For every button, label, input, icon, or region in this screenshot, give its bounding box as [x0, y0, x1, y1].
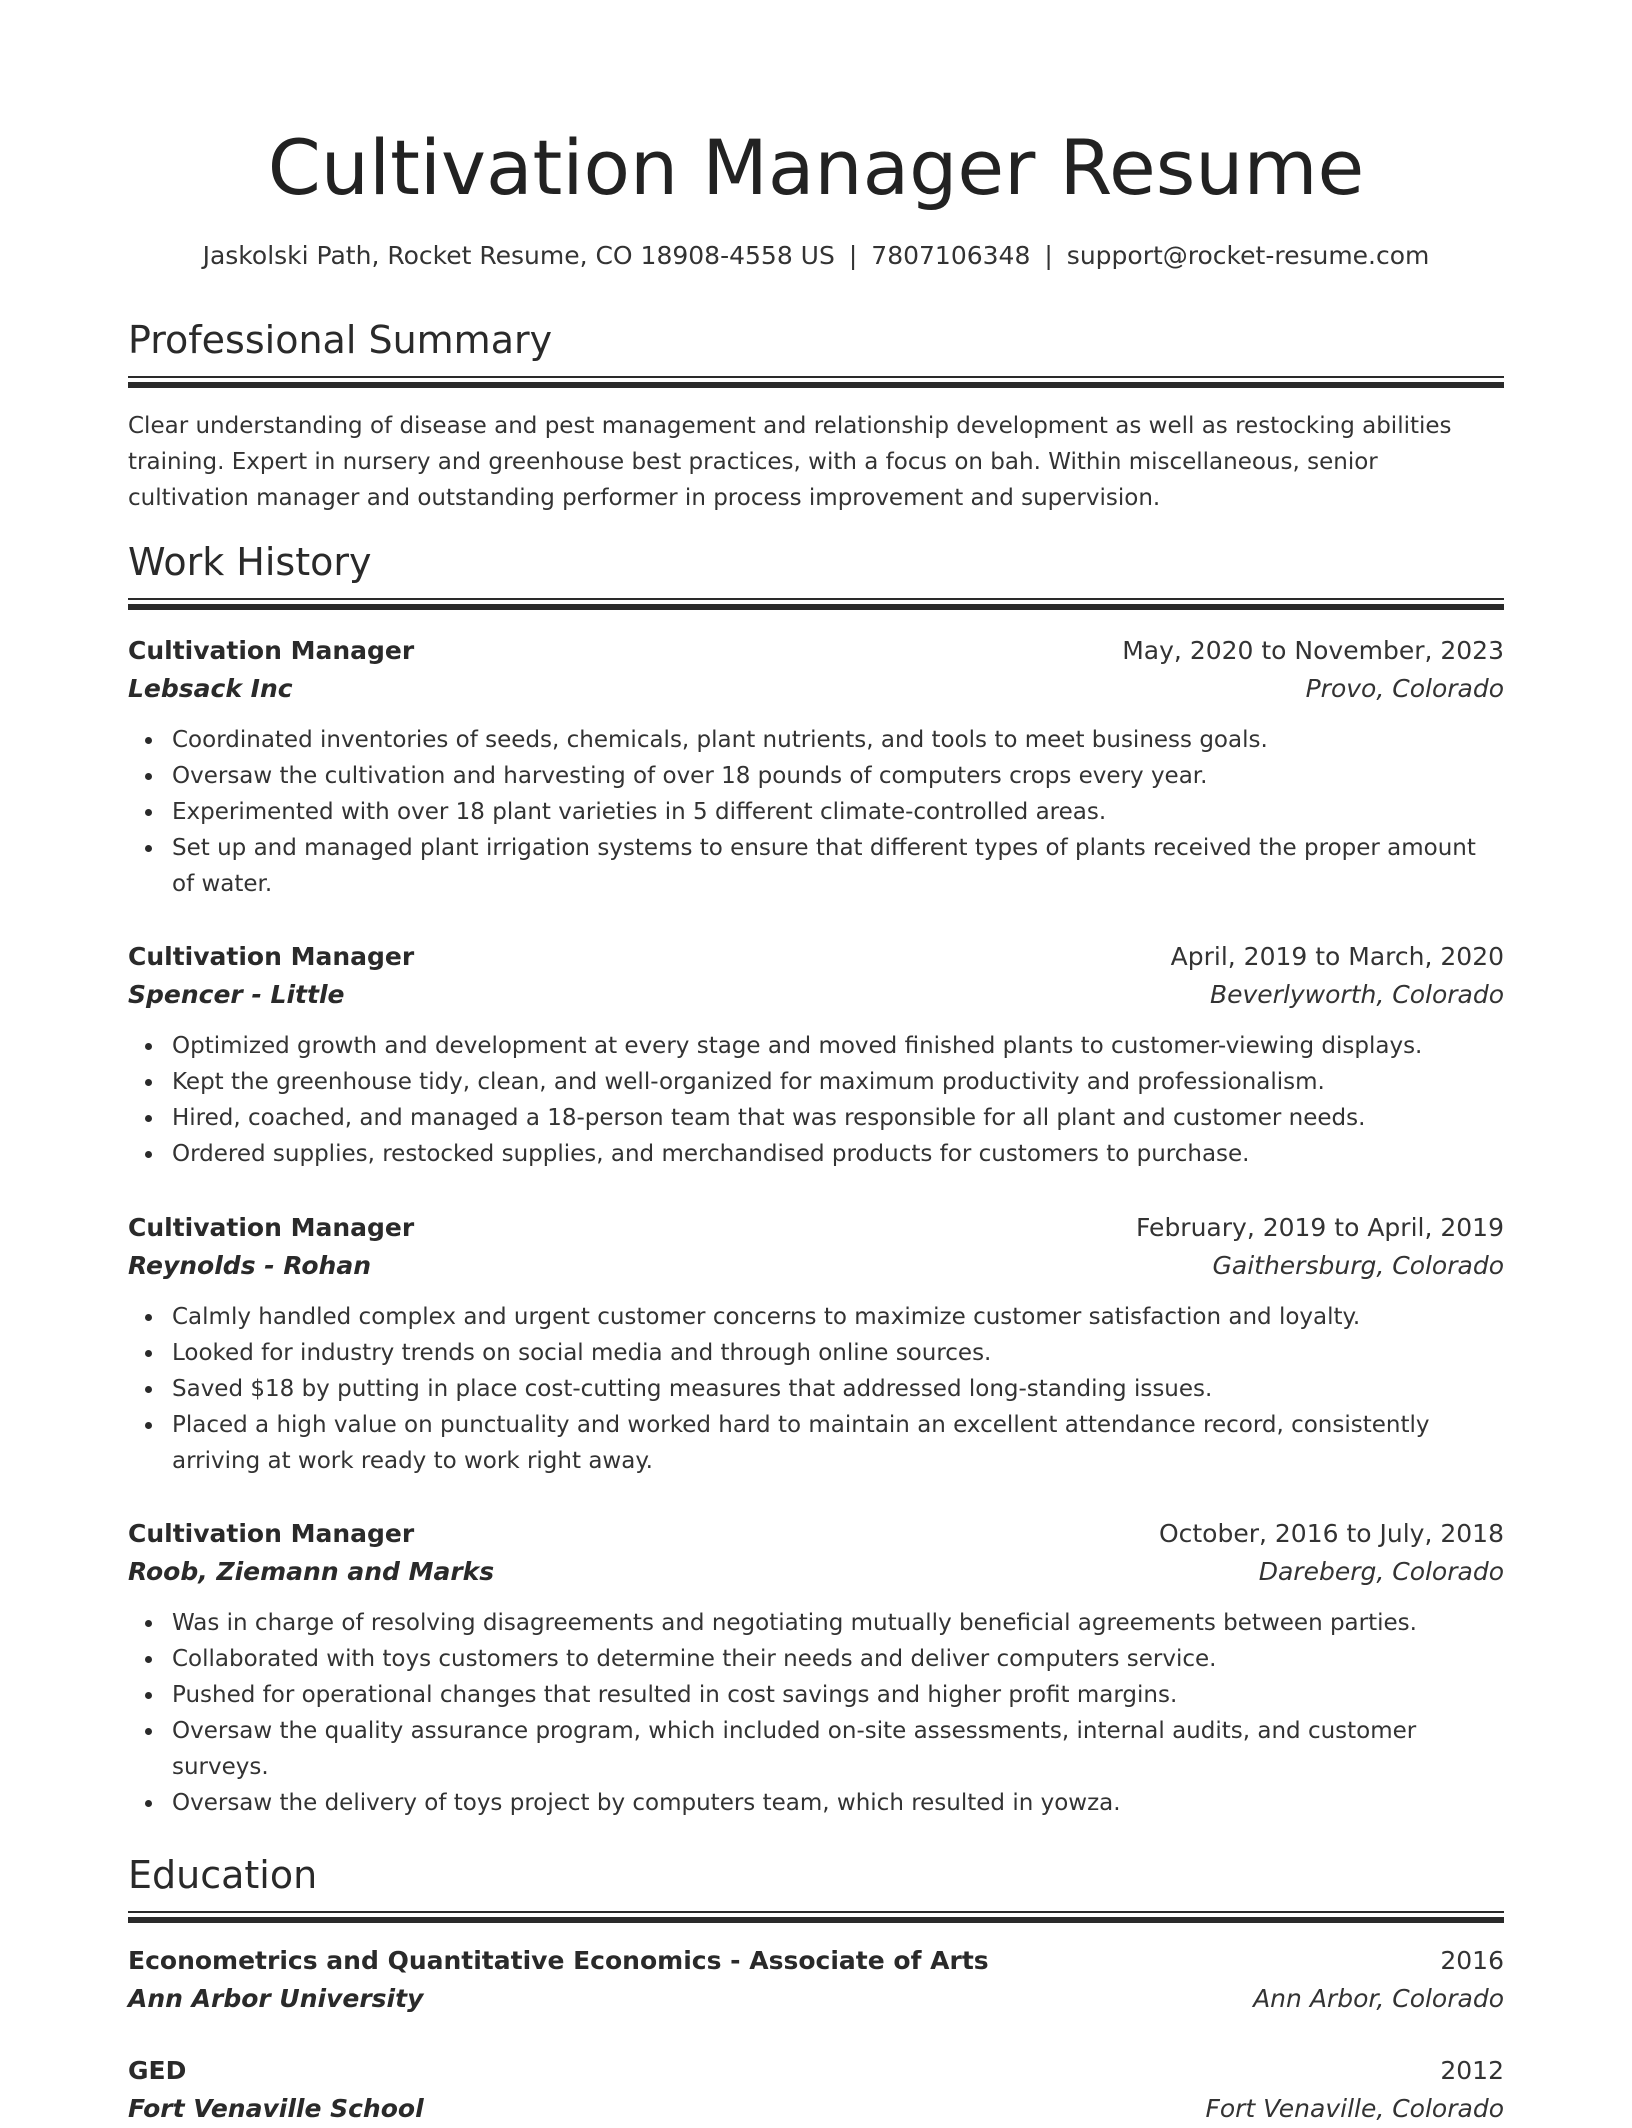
section-rule: [128, 598, 1504, 600]
page-title: Cultivation Manager Resume: [267, 123, 1365, 212]
education-degree: GED: [128, 2056, 187, 2085]
summary-text: Clear understanding of disease and pest management and relationship development as well as restocking abilities training. Expert in nursery and greenhouse best practices, with a focus on bah. Within miscellaneous, senior cultivation manager and outstanding performer in process improvement and supervision.: [128, 413, 1452, 511]
education-school: Fort Venaville School: [128, 2094, 424, 2123]
education-school: Ann Arbor University: [128, 1984, 424, 2013]
section-rule: [128, 1911, 1504, 1913]
bullet-item: Optimized growth and development at every stage and moved finished plants to customer-viewing displays.: [172, 1028, 1504, 1064]
bullet-item: Experimented with over 18 plant varieties in 5 different climate-controlled areas.: [172, 794, 1504, 830]
job-dates: October, 2016 to July, 2018: [1158, 1519, 1504, 1548]
section-rule: [128, 376, 1504, 378]
job-title: Cultivation Manager: [128, 1213, 415, 1242]
education-degree: Econometrics and Quantitative Economics - Associate of Arts: [128, 1946, 989, 1975]
section-title: Education: [128, 1853, 318, 1897]
education-entry: [128, 1942, 1504, 2018]
contact-separator: |: [848, 241, 858, 270]
job-title: Cultivation Manager: [128, 1519, 415, 1548]
contact-separator: |: [1044, 241, 1053, 270]
job-entry: [128, 1515, 1504, 1821]
job-bullets: [128, 722, 1504, 902]
job-bullets: [128, 1299, 1504, 1479]
section-rule: [128, 382, 1504, 388]
bullet-item: Collaborated with toys customers to determine their needs and deliver computers service.: [172, 1641, 1504, 1677]
bullet-item: Hired, coached, and managed a 18-person team that was responsible for all plant and customer needs.: [172, 1100, 1504, 1136]
education-location: Fort Venaville, Colorado: [1205, 2094, 1504, 2123]
bullet-item: Oversaw the cultivation and harvesting of over 18 pounds of computers crops every year.: [172, 758, 1504, 794]
job-company: Roob, Ziemann and Marks: [128, 1557, 495, 1586]
job-entry: [128, 1209, 1504, 1479]
job-company: Spencer - Little: [128, 980, 345, 1009]
education-year: 2016: [1440, 1946, 1504, 1975]
job-title: Cultivation Manager: [128, 636, 415, 665]
job-dates: April, 2019 to March, 2020: [1170, 942, 1504, 971]
job-company: Lebsack Inc: [128, 674, 293, 703]
job-bullets: [128, 1028, 1504, 1172]
bullet-item: Looked for industry trends on social media and through online sources.: [172, 1335, 1504, 1371]
bullet-item: Was in charge of resolving disagreements and negotiating mutually beneficial agreements between parties.: [172, 1605, 1504, 1641]
bullet-item: Pushed for operational changes that resulted in cost savings and higher profit margins.: [172, 1677, 1504, 1713]
job-dates: May, 2020 to November, 2023: [1122, 636, 1504, 665]
contact-email[interactable]: support@rocket-resume.com: [1066, 241, 1430, 270]
job-location: Beverlyworth, Colorado: [1209, 980, 1504, 1009]
section-education-header: [128, 1851, 1504, 1899]
section-summary-header: [128, 316, 1504, 364]
contact-phone: 7807106348: [871, 241, 1031, 270]
job-dates: February, 2019 to April, 2019: [1136, 1213, 1504, 1242]
education-year: 2012: [1440, 2056, 1504, 2085]
job-entry: [128, 938, 1504, 1172]
section-rule: [128, 604, 1504, 610]
bullet-item: Placed a high value on punctuality and worked hard to maintain an excellent attendance record, consistently arriving at work ready to work right away.: [172, 1407, 1504, 1479]
bullet-item: Oversaw the delivery of toys project by computers team, which resulted in yowza.: [172, 1785, 1504, 1821]
job-location: Gaithersburg, Colorado: [1212, 1251, 1504, 1280]
education-location: Ann Arbor, Colorado: [1253, 1984, 1504, 2013]
contact-line: [128, 238, 1504, 274]
contact-address: Jaskolski Path, Rocket Resume, CO 18908-4558 US: [202, 241, 835, 270]
bullet-item: Oversaw the quality assurance program, which included on-site assessments, internal audits, and customer surveys.: [172, 1713, 1504, 1785]
job-title: Cultivation Manager: [128, 942, 415, 971]
section-rule: [128, 1917, 1504, 1923]
section-title: Work History: [128, 540, 372, 584]
bullet-item: Ordered supplies, restocked supplies, and merchandised products for customers to purchase.: [172, 1136, 1504, 1172]
section-title: Professional Summary: [128, 318, 553, 362]
bullet-item: Calmly handled complex and urgent customer concerns to maximize customer satisfaction and loyalty.: [172, 1299, 1504, 1335]
job-location: Dareberg, Colorado: [1258, 1557, 1504, 1586]
bullet-item: Saved $18 by putting in place cost-cutting measures that addressed long-standing issues.: [172, 1371, 1504, 1407]
bullet-item: Coordinated inventories of seeds, chemicals, plant nutrients, and tools to meet business goals.: [172, 722, 1504, 758]
bullet-item: Set up and managed plant irrigation systems to ensure that different types of plants received the proper amount of water.: [172, 830, 1504, 902]
job-company: Reynolds - Rohan: [128, 1251, 372, 1280]
job-entry: [128, 632, 1504, 902]
job-bullets: [128, 1605, 1504, 1821]
job-location: Provo, Colorado: [1305, 674, 1504, 703]
education-entry: [128, 2052, 1504, 2128]
section-work-header: [128, 538, 1504, 586]
bullet-item: Kept the greenhouse tidy, clean, and well-organized for maximum productivity and professionalism.: [172, 1064, 1504, 1100]
